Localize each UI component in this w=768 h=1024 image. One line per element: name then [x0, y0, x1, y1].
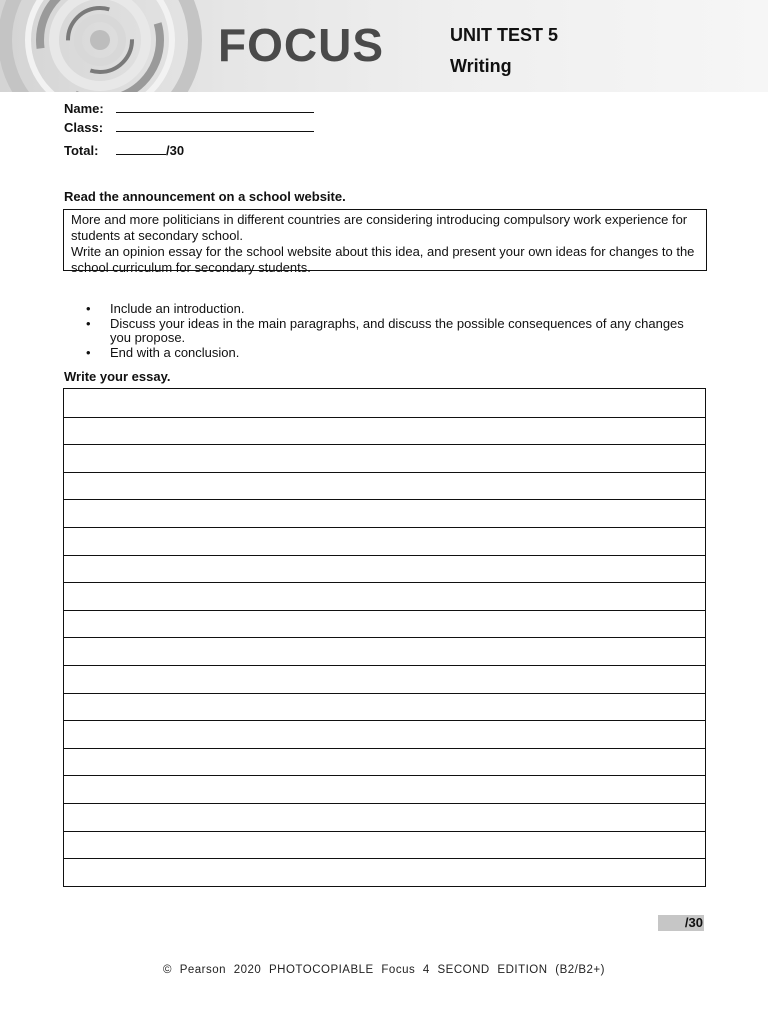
name-input-line[interactable]: [116, 100, 314, 113]
essay-line: [64, 803, 705, 804]
essay-line: [64, 693, 705, 694]
essay-line: [64, 472, 705, 473]
brand-logo-text: FOCUS: [218, 19, 384, 71]
page-footer: © Pearson 2020 PHOTOCOPIABLE Focus 4 SECOND EDITION (B2/B2+): [163, 964, 605, 976]
unit-subtitle: Writing: [450, 56, 512, 76]
essay-line: [64, 582, 705, 583]
score-badge: /30: [658, 915, 704, 931]
essay-line: [64, 775, 705, 776]
task-instruction: Read the announcement on a school website.: [64, 189, 346, 204]
essay-line: [64, 444, 705, 445]
essay-line: [64, 499, 705, 500]
bullet-icon: •: [86, 301, 91, 316]
announcement-text: More and more politicians in different countries are considering introducing compulsory work experience for students at secondary school.: [71, 212, 688, 243]
unit-title: UNIT TEST 5: [450, 25, 559, 45]
list-item: • Include an introduction.: [86, 301, 245, 316]
essay-line: [64, 748, 705, 749]
essay-line: [64, 527, 705, 528]
class-input-line[interactable]: [116, 119, 314, 132]
essay-writing-area[interactable]: [63, 388, 706, 887]
bullet-icon: •: [86, 344, 91, 360]
essay-line: [64, 417, 705, 418]
name-label: Name:: [64, 101, 104, 116]
essay-line: [64, 720, 705, 721]
essay-line: [64, 831, 705, 832]
essay-line: [64, 555, 705, 556]
essay-line: [64, 637, 705, 638]
class-row: [64, 119, 314, 135]
essay-line: [64, 610, 705, 611]
total-row: [64, 142, 184, 158]
page-header: [0, 0, 768, 92]
list-item: • End with a conclusion.: [86, 344, 240, 360]
bullet-icon: •: [86, 315, 91, 331]
essay-line: [64, 858, 705, 859]
name-row: [64, 100, 314, 116]
task-prompt-text: Write an opinion essay for the school website about this idea, and present your own ideas for changes to the school curriculum for secondary students.: [71, 244, 695, 275]
write-essay-label: Write your essay.: [64, 369, 171, 384]
total-input-line[interactable]: [116, 142, 166, 155]
class-label: Class:: [64, 120, 104, 135]
essay-line: [64, 665, 705, 666]
task-bullet-list: [64, 302, 704, 360]
announcement-box: [63, 209, 707, 275]
total-max: /30: [166, 143, 185, 158]
list-item: • Discuss your ideas in the main paragraphs, and discuss the possible consequences of any changes you propose.: [86, 315, 684, 345]
total-label: Total:: [64, 143, 99, 158]
